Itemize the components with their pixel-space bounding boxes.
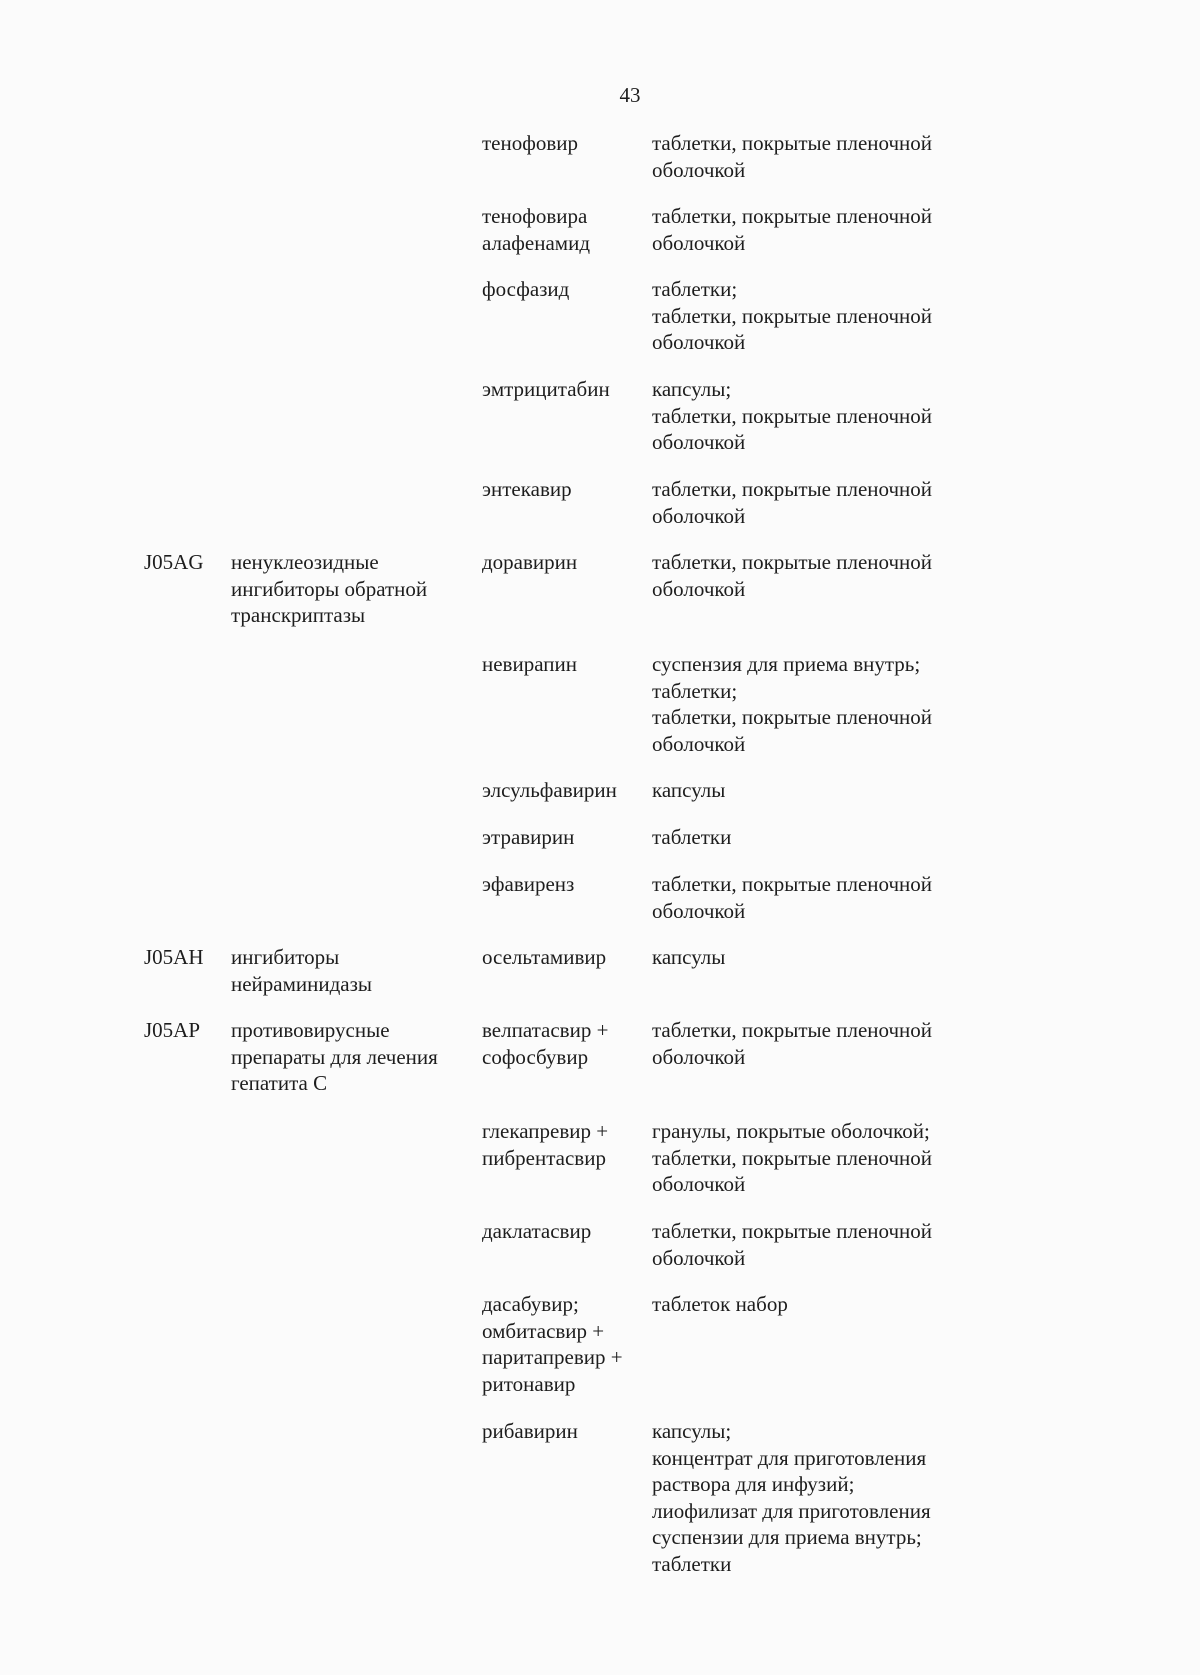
dosage-form: таблетки, покрытые пленочной оболочкой <box>652 1018 933 1069</box>
dosage-form: капсулы <box>652 778 726 802</box>
dosage-form: таблетки, покрытые пленочной оболочкой <box>652 550 933 601</box>
atc-code: J05AH <box>144 945 204 969</box>
dosage-form: суспензия для приема внутрь; таблетки; таблетки, покрытые пленочной оболочкой <box>652 652 933 756</box>
drug-name: энтекавир <box>482 477 572 501</box>
dosage-form: таблетки; таблетки, покрытые пленочной оболочкой <box>652 277 933 354</box>
dosage-form: таблетки, покрытые пленочной оболочкой <box>652 131 933 182</box>
drug-name: эмтрицитабин <box>482 377 610 401</box>
dosage-form: таблетки, покрытые пленочной оболочкой <box>652 477 933 528</box>
drug-name: велпатасвир + софосбувир <box>482 1018 609 1069</box>
pharmacological-group: ненуклеозидные ингибиторы обратной транскриптазы <box>231 550 428 627</box>
drug-name: осельтамивир <box>482 945 607 969</box>
atc-code: J05AP <box>144 1018 201 1042</box>
drug-name: элсульфавирин <box>482 778 617 802</box>
drug-name: доравирин <box>482 550 578 574</box>
dosage-form: таблетки, покрытые пленочной оболочкой <box>652 204 933 255</box>
drug-name: невирапин <box>482 652 577 676</box>
drug-name: глекапревир + пибрентасвир <box>482 1119 609 1170</box>
atc-code: J05AG <box>144 550 204 574</box>
dosage-form: таблеток набор <box>652 1292 788 1316</box>
dosage-form: таблетки <box>652 825 732 849</box>
drug-name: дасабувир; омбитасвир + паритапревир + ритонавир <box>482 1292 623 1396</box>
drug-name: тенофовир <box>482 131 578 155</box>
dosage-form: капсулы; таблетки, покрытые пленочной оболочкой <box>652 377 933 454</box>
drug-name: рибавирин <box>482 1419 578 1443</box>
dosage-form: капсулы; концентрат для приготовления раствора для инфузий; лиофилизат для приготовления суспензии для приема внутрь; таблетки <box>652 1419 931 1576</box>
drug-name: фосфазид <box>482 277 570 301</box>
drug-name: этравирин <box>482 825 575 849</box>
pharmacological-group: ингибиторы нейраминидазы <box>231 945 373 996</box>
dosage-form: капсулы <box>652 945 726 969</box>
dosage-form: таблетки, покрытые пленочной оболочкой <box>652 1219 933 1270</box>
drug-name: эфавиренз <box>482 872 575 896</box>
drug-name: тенофовира алафенамид <box>482 204 591 255</box>
pharmacological-group: противовирусные препараты для лечения гепатита С <box>231 1018 438 1095</box>
drug-name: даклатасвир <box>482 1219 592 1243</box>
dosage-form: гранулы, покрытые оболочкой; таблетки, покрытые пленочной оболочкой <box>652 1119 933 1196</box>
page-number: 43 <box>619 83 641 107</box>
dosage-form: таблетки, покрытые пленочной оболочкой <box>652 872 933 923</box>
